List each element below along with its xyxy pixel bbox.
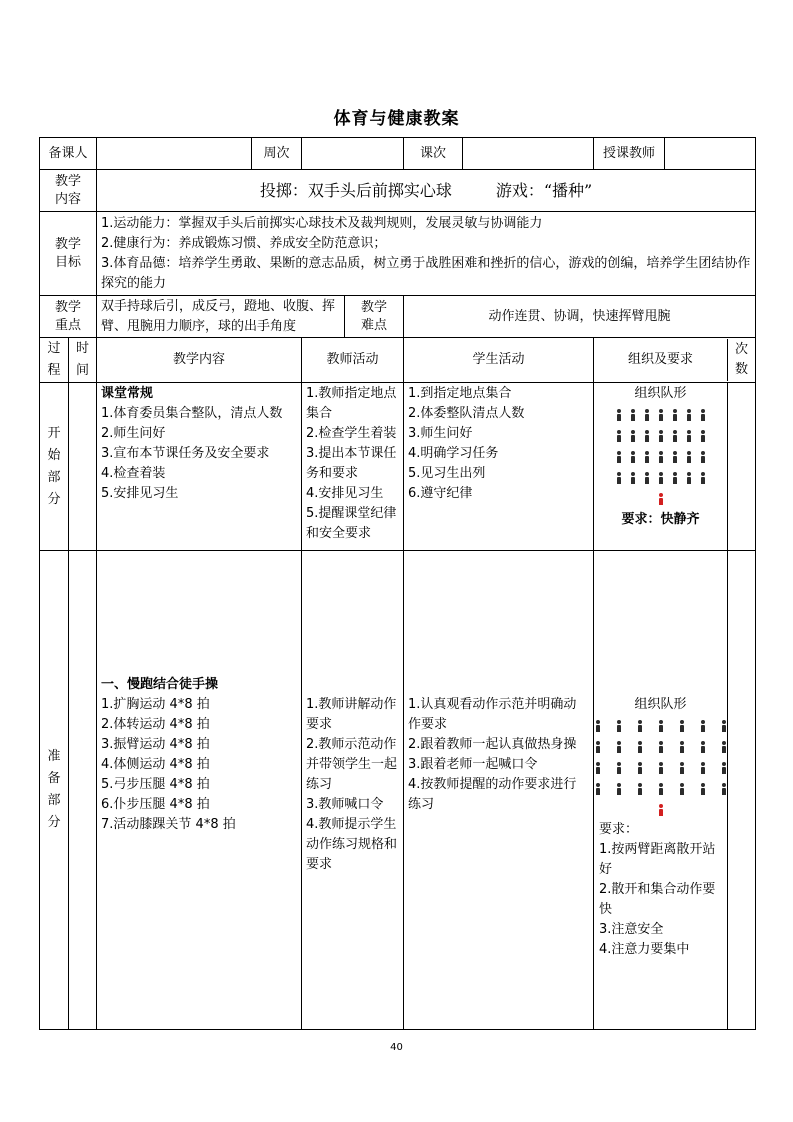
preparer-value[interactable] <box>97 138 252 170</box>
teacher-item: 2.教师示范动作并带领学生一起练习 <box>306 737 398 792</box>
teacher-figure-icon <box>658 804 664 816</box>
student-item: 6.遵守纪律 <box>408 486 473 501</box>
student-figure-icon <box>658 409 664 421</box>
student-figure-icon <box>595 762 601 774</box>
student-figure-icon <box>616 430 622 442</box>
teacher-item: 3.教师喊口令 <box>306 797 384 812</box>
student-figure-icon <box>700 451 706 463</box>
student-figure-icon <box>595 720 601 732</box>
student-figure-icon <box>595 741 601 753</box>
student-figure-icon <box>700 741 706 753</box>
student-figure-icon <box>658 762 664 774</box>
difficulty-label: 教学难点 <box>345 296 404 338</box>
lesson-value[interactable] <box>463 138 594 170</box>
student-figure-icon <box>616 409 622 421</box>
section-student <box>404 383 594 551</box>
organization-requirement: 2.散开和集合动作要快 <box>599 882 716 917</box>
student-figure-icon <box>679 783 685 795</box>
page-number: 40 <box>390 1042 403 1053</box>
student-figure-icon <box>616 451 622 463</box>
count-cell[interactable] <box>728 383 755 550</box>
student-figure-icon <box>637 720 643 732</box>
formation-row <box>594 757 727 778</box>
student-figure-icon <box>679 741 685 753</box>
student-figure-icon <box>616 720 622 732</box>
student-item: 1.认真观看动作示范并明确动作要求 <box>408 697 577 732</box>
content-label: 教学内容 <box>40 170 97 212</box>
formation-row <box>594 467 727 488</box>
section-content <box>97 551 302 1030</box>
section-time[interactable] <box>69 551 97 1030</box>
section-time[interactable] <box>69 383 97 551</box>
formation-teacher-row <box>594 799 727 820</box>
objective-item: 3.体育品德：培养学生勇敢、果断的意志品质，树立勇于战胜困难和挫折的信心，游戏的创编，培养学生团结协作探究的能力 <box>101 255 751 291</box>
student-item: 3.师生问好 <box>408 426 473 441</box>
formation-row <box>594 425 727 446</box>
student-figure-icon <box>658 451 664 463</box>
count-cell[interactable] <box>728 551 755 1029</box>
preparer-label: 备课人 <box>40 138 97 170</box>
section-student <box>404 551 594 1030</box>
key-points-row <box>40 296 756 338</box>
key-points-label: 教学重点 <box>40 296 97 338</box>
col-count: 次数 <box>735 342 749 377</box>
content-item: 2.师生问好 <box>101 426 166 441</box>
content-item: 6.仆步压腿 4*8 拍 <box>101 797 210 812</box>
student-item: 5.见习生出列 <box>408 466 486 481</box>
header-row <box>40 138 756 170</box>
formation-teacher-row <box>594 488 727 509</box>
teacher-item: 4.安排见习生 <box>306 486 384 501</box>
content-item: 4.体侧运动 4*8 拍 <box>101 757 210 772</box>
objectives-label: 教学目标 <box>40 212 97 296</box>
organization-requirement: 要求：快静齐 <box>621 512 700 527</box>
content-item: 1.体育委员集合整队，清点人数 <box>101 406 283 421</box>
formation-diagram <box>594 404 727 509</box>
organization-title: 组织队形 <box>634 386 687 401</box>
col-process: 过程 <box>40 338 69 383</box>
difficulty-text: 动作连贯、协调，快速挥臂甩腕 <box>404 296 756 338</box>
student-figure-icon <box>721 741 727 753</box>
content-item: 4.检查着装 <box>101 466 166 481</box>
content-title: 一、慢跑结合徒手操 <box>101 677 219 692</box>
section-teacher <box>302 551 404 1030</box>
section-content <box>97 383 302 551</box>
student-figure-icon <box>644 451 650 463</box>
student-figure-icon <box>630 451 636 463</box>
objectives-text <box>97 212 756 296</box>
student-figure-icon <box>616 741 622 753</box>
content-item: 3.振臂运动 4*8 拍 <box>101 737 210 752</box>
student-item: 2.体委整队清点人数 <box>408 406 525 421</box>
section-name: 开始部分 <box>40 383 69 551</box>
organization-requirement: 3.注意安全 <box>599 922 664 937</box>
student-figure-icon <box>700 409 706 421</box>
student-figure-icon <box>700 762 706 774</box>
student-item: 4.按教师提醒的动作要求进行练习 <box>408 777 577 812</box>
objective-item: 2.健康行为：养成锻炼习惯、养成安全防范意识； <box>101 235 387 251</box>
key-points-text: 双手持球后引，成反弓，蹬地、收腹、挥臂、甩腕用力顺序，球的出手角度 <box>97 296 345 338</box>
student-figure-icon <box>616 762 622 774</box>
student-figure-icon <box>595 783 601 795</box>
teacher-value[interactable] <box>665 138 755 169</box>
col-organization-and-count <box>594 338 756 383</box>
teacher-item: 4.教师提示学生动作练习规格和要求 <box>306 817 398 872</box>
student-figure-icon <box>686 472 692 484</box>
student-figure-icon <box>637 783 643 795</box>
section-organization <box>594 383 756 551</box>
lesson-plan-table <box>39 137 756 1030</box>
student-figure-icon <box>616 472 622 484</box>
lesson-label: 课次 <box>404 138 463 170</box>
student-item: 3.跟着老师一起喊口令 <box>408 757 538 772</box>
student-figure-icon <box>658 472 664 484</box>
organization-requirement: 4.注意力要集中 <box>599 942 690 957</box>
student-figure-icon <box>686 430 692 442</box>
student-figure-icon <box>700 472 706 484</box>
teacher-item: 5.提醒课堂纪律和安全要求 <box>306 506 397 541</box>
student-figure-icon <box>644 430 650 442</box>
student-figure-icon <box>679 762 685 774</box>
teacher-item: 1.教师指定地点集合 <box>306 386 397 421</box>
student-figure-icon <box>686 451 692 463</box>
formation-row <box>594 736 727 757</box>
content-item: 5.安排见习生 <box>101 486 179 501</box>
week-value[interactable] <box>302 138 404 170</box>
student-figure-icon <box>637 762 643 774</box>
student-figure-icon <box>686 409 692 421</box>
column-header-row <box>40 338 756 383</box>
teacher-label: 授课教师 <box>594 138 665 169</box>
student-figure-icon <box>630 430 636 442</box>
objective-item: 1.运动能力：掌握双手头后前掷实心球技术及裁判规则，发展灵敏与协调能力 <box>101 215 543 231</box>
student-figure-icon <box>672 472 678 484</box>
formation-row <box>594 404 727 425</box>
section-name: 准备部分 <box>40 551 69 1030</box>
formation-diagram <box>594 715 727 820</box>
content-item: 5.弓步压腿 4*8 拍 <box>101 777 210 792</box>
objectives-row <box>40 212 756 296</box>
content-item: 1.扩胸运动 4*8 拍 <box>101 697 210 712</box>
col-content: 教学内容 <box>97 338 302 383</box>
teacher-item: 1.教师讲解动作要求 <box>306 697 397 732</box>
content-item: 2.体转运动 4*8 拍 <box>101 717 210 732</box>
student-item: 1.到指定地点集合 <box>408 386 512 401</box>
student-figure-icon <box>672 430 678 442</box>
content-row <box>40 170 756 212</box>
section-start <box>40 383 756 551</box>
topic-text: 投掷：双手头后前掷实心球 <box>259 180 452 200</box>
section-teacher <box>302 383 404 551</box>
col-time: 时间 <box>69 338 97 383</box>
content-topic <box>97 170 756 212</box>
student-item: 4.明确学习任务 <box>408 446 499 461</box>
student-figure-icon <box>672 409 678 421</box>
student-figure-icon <box>637 741 643 753</box>
student-item: 2.跟着教师一起认真做热身操 <box>408 737 577 752</box>
col-teacher: 教师活动 <box>302 338 404 383</box>
organization-requirement-label: 要求： <box>599 822 639 837</box>
formation-row <box>594 715 727 736</box>
student-figure-icon <box>700 720 706 732</box>
student-figure-icon <box>658 783 664 795</box>
game-text: 游戏：“播种” <box>495 180 593 200</box>
teacher-item: 3.提出本节课任务和要求 <box>306 446 397 481</box>
content-item: 3.宣布本节课任务及安全要求 <box>101 446 270 461</box>
organization-title: 组织队形 <box>634 697 687 712</box>
student-figure-icon <box>630 472 636 484</box>
student-figure-icon <box>700 430 706 442</box>
student-figure-icon <box>644 472 650 484</box>
formation-row <box>594 446 727 467</box>
student-figure-icon <box>658 430 664 442</box>
organization-requirement: 1.按两臂距离散开站好 <box>599 842 716 877</box>
section-organization <box>594 551 756 1030</box>
teacher-item: 2.检查学生着装 <box>306 426 397 441</box>
col-student: 学生活动 <box>404 338 594 383</box>
col-organization: 组织及要求 <box>594 339 728 381</box>
teacher-figure-icon <box>658 493 664 505</box>
week-label: 周次 <box>252 138 302 170</box>
section-preparation <box>40 551 756 1030</box>
student-figure-icon <box>658 741 664 753</box>
student-figure-icon <box>658 720 664 732</box>
content-item: 7.活动膝踝关节 4*8 拍 <box>101 817 236 832</box>
student-figure-icon <box>630 409 636 421</box>
student-figure-icon <box>672 451 678 463</box>
student-figure-icon <box>616 783 622 795</box>
formation-row <box>594 778 727 799</box>
student-figure-icon <box>700 783 706 795</box>
student-figure-icon <box>721 762 727 774</box>
student-figure-icon <box>721 720 727 732</box>
student-figure-icon <box>679 720 685 732</box>
student-figure-icon <box>721 783 727 795</box>
content-title: 课堂常规 <box>101 386 154 401</box>
page-title: 体育与健康教案 <box>333 109 460 129</box>
student-figure-icon <box>644 409 650 421</box>
